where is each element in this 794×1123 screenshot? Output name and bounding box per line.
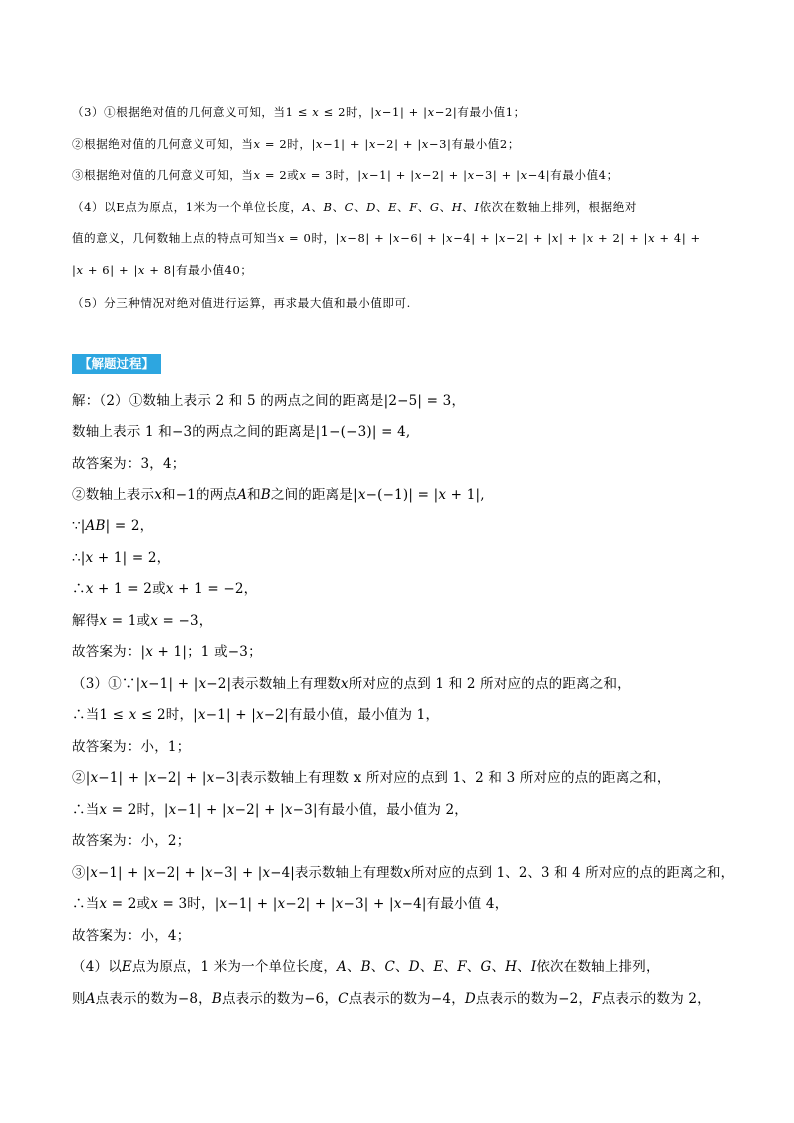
solution-line: ∴当𝑥 = 2或𝑥 = 3时，|𝑥−1| + |𝑥−2| + |𝑥−3| + |𝑥−4|有最小值 4， bbox=[72, 896, 509, 912]
solution-line: ∵|𝐴𝐵| = 2， bbox=[72, 518, 154, 534]
solution-line: 故答案为：小，4； bbox=[72, 928, 191, 944]
solution-section-badge: 【解题过程】 bbox=[72, 354, 161, 374]
solution-line: ③|𝑥−1| + |𝑥−2| + |𝑥−3| + |𝑥−4|表示数轴上有理数𝑥所对应的点到 1、2、3 和 4 所对应的点的距离之和， bbox=[72, 865, 735, 881]
analysis-line: |𝑥 + 6| + |𝑥 + 8|有最小值40； bbox=[72, 263, 253, 277]
analysis-line: ③根据绝对值的几何意义可知，当𝑥 = 2或𝑥 = 3时，|𝑥−1| + |𝑥−2| + |𝑥−3| + |𝑥−4|有最小值4； bbox=[72, 168, 619, 182]
solution-line: 故答案为：|𝑥 + 1|；1 或−3； bbox=[72, 644, 262, 660]
solution-line: 则𝐴点表示的数为−8，𝐵点表示的数为−6，𝐶点表示的数为−4，𝐷点表示的数为−2，𝐹点表示的数为 2， bbox=[72, 991, 711, 1007]
solution-line: ②数轴上表示𝑥和−1的两点𝐴和𝐵之间的距离是|𝑥−(−1)| = |𝑥 + 1|, bbox=[72, 487, 485, 503]
analysis-line: （5）分三种情况对绝对值进行运算，再求最大值和最小值即可. bbox=[72, 296, 411, 310]
analysis-line: （3）①根据绝对值的几何意义可知，当1 ≤ 𝑥 ≤ 2时，|𝑥−1| + |𝑥−2|有最小值1； bbox=[72, 105, 526, 119]
solution-line: （3）①∵|𝑥−1| + |𝑥−2|表示数轴上有理数𝑥所对应的点到 1 和 2 所对应的点的距离之和， bbox=[72, 676, 631, 692]
solution-line: 解：（2）①数轴上表示 2 和 5 的两点之间的距离是|2−5| = 3， bbox=[72, 393, 466, 409]
solution-line: 故答案为：小，1； bbox=[72, 739, 191, 755]
solution-line: ②|𝑥−1| + |𝑥−2| + |𝑥−3|表示数轴上有理数 x 所对应的点到 1、2 和 3 所对应的点的距离之和， bbox=[72, 770, 671, 786]
solution-line: 故答案为：小，2； bbox=[72, 833, 191, 849]
solution-line: ∴当𝑥 = 2时，|𝑥−1| + |𝑥−2| + |𝑥−3|有最小值，最小值为 2， bbox=[72, 802, 468, 818]
solution-line: （4）以𝐸点为原点，1 米为一个单位长度，𝐴、𝐵、𝐶、𝐷、𝐸、𝐹、𝐺、𝐻、𝐼依次在数轴上排列， bbox=[72, 959, 660, 975]
analysis-line: 值的意义，几何数轴上点的特点可知当𝑥 = 0时，|𝑥−8| + |𝑥−6| + |𝑥−4| + |𝑥−2| + |𝑥| + |𝑥 + 2| + |𝑥 + 4| + bbox=[72, 231, 701, 245]
solution-line: 数轴上表示 1 和−3的两点之间的距离是|1−(−3)| = 4, bbox=[72, 424, 411, 440]
analysis-line: （4）以E点为原点，1米为一个单位长度，𝐴、𝐵、𝐶、𝐷、𝐸、𝐹、𝐺、𝐻、𝐼依次在数轴上排列，根据绝对 bbox=[72, 200, 637, 214]
solution-line: ∴|𝑥 + 1| = 2， bbox=[72, 550, 171, 566]
solution-line: ∴𝑥 + 1 = 2或𝑥 + 1 = −2， bbox=[72, 581, 258, 597]
solution-line: 故答案为：3，4； bbox=[72, 456, 186, 472]
analysis-line: ②根据绝对值的几何意义可知，当𝑥 = 2时，|𝑥−1| + |𝑥−2| + |𝑥−3|有最小值2； bbox=[72, 137, 520, 151]
solution-line: 解得𝑥 = 1或𝑥 = −3， bbox=[72, 613, 213, 629]
solution-line: ∴当1 ≤ 𝑥 ≤ 2时，|𝑥−1| + |𝑥−2|有最小值，最小值为 1， bbox=[72, 707, 440, 723]
